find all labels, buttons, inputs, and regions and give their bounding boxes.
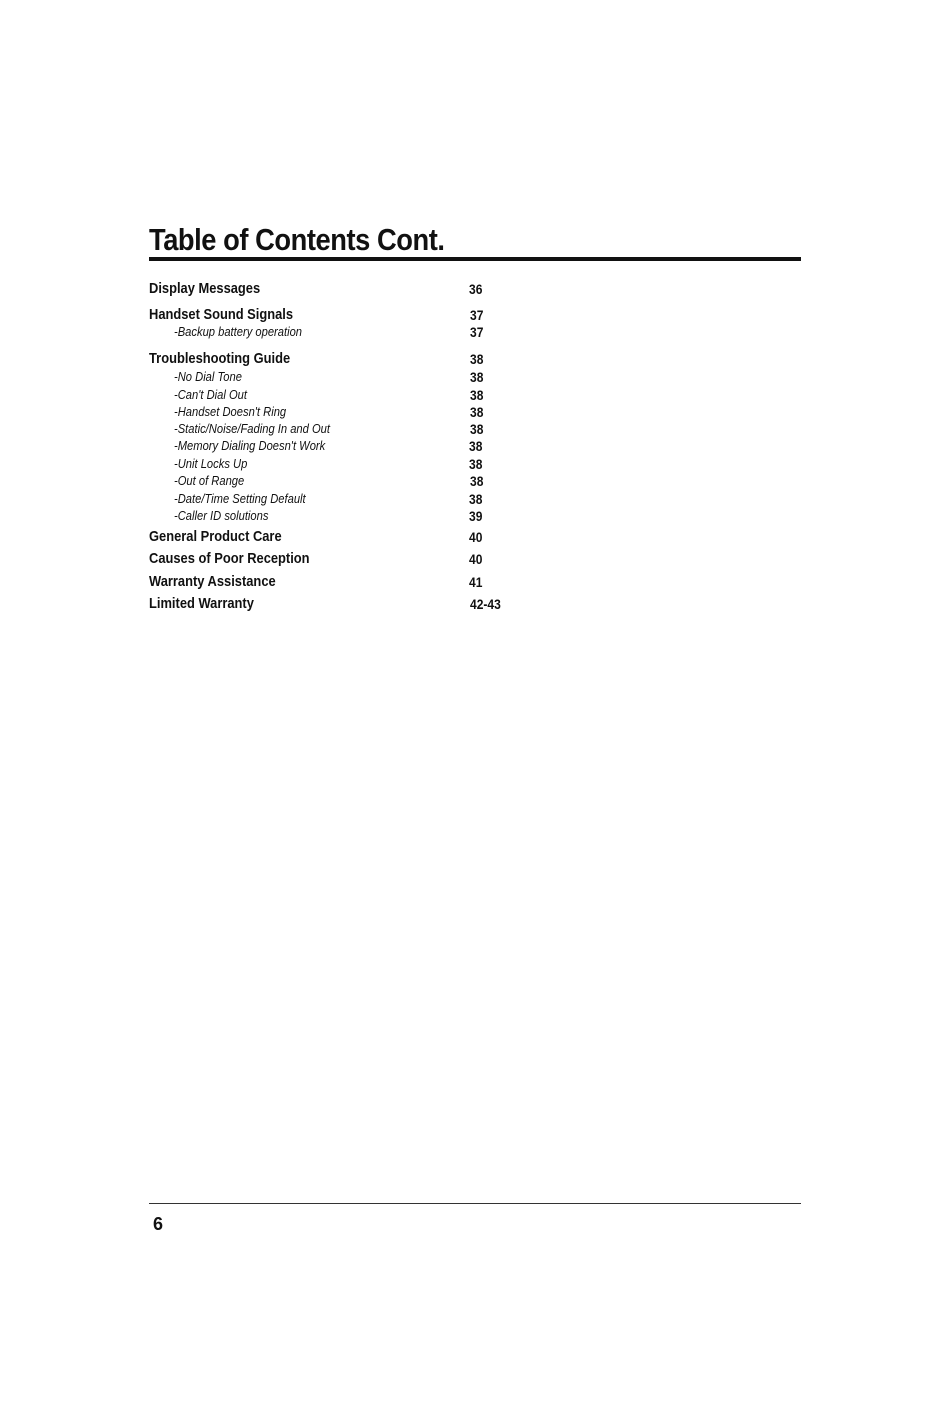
toc-entry-page: 38 — [470, 421, 484, 437]
toc-entry — [149, 528, 549, 546]
toc-entry-page: 37 — [470, 324, 484, 340]
footer-divider — [149, 1203, 801, 1204]
toc-subentry — [149, 387, 549, 405]
toc-subentry — [149, 324, 549, 342]
toc-entry — [149, 280, 549, 298]
toc-entry-page: 40 — [469, 529, 483, 545]
toc-entry-label: -Backup battery operation — [174, 324, 303, 339]
table-of-contents — [149, 0, 549, 620]
page-title: Table of Contents Cont. — [149, 222, 445, 257]
toc-entry-label: -Memory Dialing Doesn't Work — [174, 438, 326, 453]
toc-entry-page: 42-43 — [470, 596, 501, 612]
toc-entry-page: 36 — [469, 281, 483, 297]
toc-entry-label: Limited Warranty — [149, 595, 254, 612]
toc-entry-page: 37 — [470, 307, 484, 323]
toc-subentry — [149, 456, 549, 474]
toc-entry-page: 38 — [470, 473, 484, 489]
toc-entry — [149, 350, 549, 368]
toc-subentry — [149, 369, 549, 387]
toc-subentry — [149, 404, 549, 422]
toc-entry-page: 38 — [470, 404, 484, 420]
toc-entry-label: -No Dial Tone — [174, 369, 242, 384]
toc-entry-page: 38 — [470, 351, 484, 367]
toc-entry-page: 38 — [470, 369, 484, 385]
toc-entry-label: Handset Sound Signals — [149, 306, 294, 323]
toc-entry-label: -Date/Time Setting Default — [174, 491, 306, 506]
toc-entry-label: Causes of Poor Reception — [149, 550, 310, 567]
toc-subentry — [149, 473, 549, 491]
toc-entry-label: Troubleshooting Guide — [149, 350, 291, 367]
toc-subentry — [149, 491, 549, 509]
toc-entry-label: Display Messages — [149, 280, 261, 297]
toc-entry-page: 41 — [469, 574, 483, 590]
toc-entry-label: -Handset Doesn't Ring — [174, 404, 287, 419]
toc-entry-label: -Can't Dial Out — [174, 387, 247, 402]
toc-subentry — [149, 438, 549, 456]
toc-entry-label: -Unit Locks Up — [174, 456, 248, 471]
toc-entry-label: -Out of Range — [174, 473, 245, 488]
toc-entry — [149, 550, 549, 568]
toc-subentry — [149, 421, 549, 439]
toc-entry-page: 39 — [469, 508, 483, 524]
toc-entry-label: -Static/Noise/Fading In and Out — [174, 421, 330, 436]
toc-entry — [149, 306, 549, 324]
toc-entry-label: General Product Care — [149, 528, 282, 545]
toc-entry-label: Warranty Assistance — [149, 573, 276, 590]
toc-entry — [149, 595, 549, 613]
toc-entry-page: 38 — [470, 387, 484, 403]
toc-entry — [149, 573, 549, 591]
toc-entry-page: 40 — [469, 551, 483, 567]
toc-subentry — [149, 508, 549, 526]
page-number: 6 — [153, 1214, 164, 1234]
toc-entry-label: -Caller ID solutions — [174, 508, 269, 523]
toc-entry-page: 38 — [469, 438, 483, 454]
toc-entry-page: 38 — [469, 491, 483, 507]
toc-entry-page: 38 — [469, 456, 483, 472]
